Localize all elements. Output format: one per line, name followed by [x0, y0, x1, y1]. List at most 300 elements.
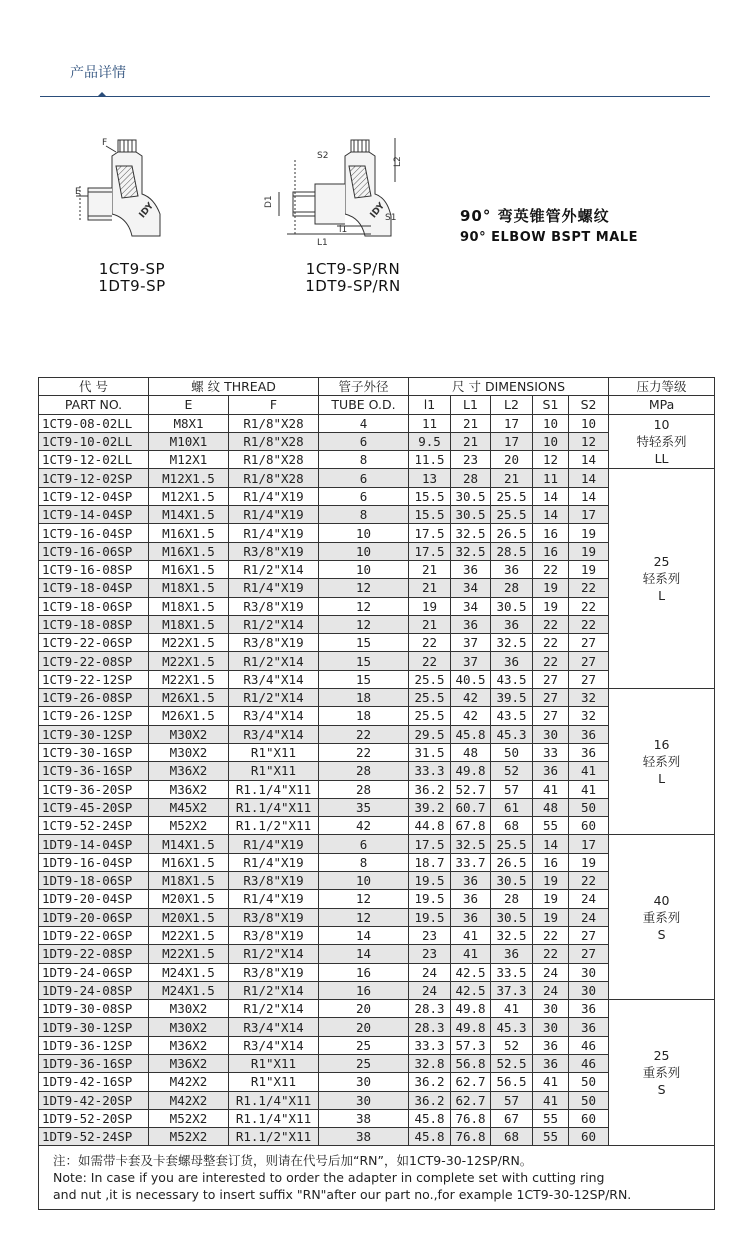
thread-f: R1"X11: [229, 762, 319, 780]
table-row: [39, 689, 715, 707]
thread-e: M30X2: [149, 1018, 229, 1036]
thread-e: M36X2: [149, 1036, 229, 1054]
header-tube: 管子外径: [319, 378, 409, 396]
dim-l1-large: 23: [451, 451, 491, 469]
dim-l2: 67: [491, 1109, 533, 1127]
part-no: 1CT9-45-20SP: [39, 798, 149, 816]
thread-e: M22X1.5: [149, 670, 229, 688]
dim-s2: 27: [569, 652, 609, 670]
thread-e: M16X1.5: [149, 560, 229, 578]
pressure-class-line: 特轻系列: [636, 434, 687, 450]
tube-od: 25: [319, 1036, 409, 1054]
dim-l2: 43.5: [491, 707, 533, 725]
table-body: [39, 414, 715, 1146]
dim-l1-small: 25.5: [409, 707, 451, 725]
tube-od: 20: [319, 1000, 409, 1018]
thread-e: M22X1.5: [149, 652, 229, 670]
part-no: 1DT9-20-06SP: [39, 908, 149, 926]
part-no: 1DT9-22-08SP: [39, 945, 149, 963]
tube-od: 16: [319, 981, 409, 999]
part-no: 1DT9-42-20SP: [39, 1091, 149, 1109]
tube-od: 14: [319, 945, 409, 963]
dim-l2: 28: [491, 579, 533, 597]
dim-s2: 19: [569, 853, 609, 871]
tube-od: 42: [319, 817, 409, 835]
dim-s1: 22: [533, 652, 569, 670]
dim-s1: 55: [533, 1109, 569, 1127]
dim-l1-small: 45.8: [409, 1109, 451, 1127]
dim-s1-label: S1: [385, 213, 397, 223]
thread-e: M24X1.5: [149, 963, 229, 981]
dim-s2: 22: [569, 597, 609, 615]
part-no: 1DT9-18-06SP: [39, 872, 149, 890]
part-no: 1CT9-18-08SP: [39, 615, 149, 633]
dim-s2: 30: [569, 963, 609, 981]
dim-l2: 39.5: [491, 689, 533, 707]
pressure-class: [609, 689, 715, 835]
dim-l2: 21: [491, 469, 533, 487]
dim-l1-large: 42.5: [451, 981, 491, 999]
thread-f: R1/2"X14: [229, 1000, 319, 1018]
dim-l2: 37.3: [491, 981, 533, 999]
thread-f: R3/8"X19: [229, 908, 319, 926]
dim-l1-large: 32.5: [451, 835, 491, 853]
dim-s2: 50: [569, 1073, 609, 1091]
thread-f: R1/2"X14: [229, 689, 319, 707]
thread-e: M12X1: [149, 451, 229, 469]
dim-l1-small: 11: [409, 414, 451, 432]
dim-s1: 16: [533, 542, 569, 560]
dim-l2: 17: [491, 432, 533, 450]
thread-f: R1"X11: [229, 1073, 319, 1091]
thread-f: R3/4"X14: [229, 1018, 319, 1036]
dim-s2: 60: [569, 817, 609, 835]
thread-f: R1/4"X19: [229, 487, 319, 505]
part-no: 1DT9-30-08SP: [39, 1000, 149, 1018]
dim-l1-small: 24: [409, 963, 451, 981]
dim-l1-large: 28: [451, 469, 491, 487]
table-note: [39, 1146, 715, 1210]
dim-l2-label: L2: [393, 156, 403, 167]
dim-l1-large: 34: [451, 597, 491, 615]
thread-e: M30X2: [149, 725, 229, 743]
tube-od: 18: [319, 689, 409, 707]
thread-e: M16X1.5: [149, 542, 229, 560]
thread-e: M20X1.5: [149, 908, 229, 926]
dim-s1: 36: [533, 1054, 569, 1072]
dim-s2: 30: [569, 981, 609, 999]
dim-s2-label: S2: [317, 151, 329, 161]
thread-e: M45X2: [149, 798, 229, 816]
dim-s2: 50: [569, 1091, 609, 1109]
dim-s1: 11: [533, 469, 569, 487]
pressure-class-line: 16: [653, 737, 670, 753]
thread-f: R1/4"X19: [229, 853, 319, 871]
dim-l1-large: 49.8: [451, 762, 491, 780]
dim-l1-small: 19.5: [409, 872, 451, 890]
dim-l1-small: 25.5: [409, 689, 451, 707]
part-no: 1CT9-30-12SP: [39, 725, 149, 743]
dim-l1-small: 39.2: [409, 798, 451, 816]
dim-s1: 41: [533, 780, 569, 798]
dim-s1: 36: [533, 1036, 569, 1054]
dim-l1-small: 32.8: [409, 1054, 451, 1072]
dim-l1-small-label: l1: [339, 225, 348, 235]
thread-e: M26X1.5: [149, 707, 229, 725]
part-no: 1DT9-36-16SP: [39, 1054, 149, 1072]
dim-l1-large: 30.5: [451, 506, 491, 524]
dim-l1-large: 76.8: [451, 1109, 491, 1127]
pressure-class-line: 10: [653, 417, 670, 433]
dim-s2: 60: [569, 1128, 609, 1146]
dim-l1-small: 28.3: [409, 1018, 451, 1036]
pressure-class: [609, 835, 715, 1000]
brand-mark-2: IDY: [368, 201, 387, 221]
dim-l1-small: 19: [409, 597, 451, 615]
thread-f: R1/8"X28: [229, 451, 319, 469]
thread-f: R1/4"X19: [229, 506, 319, 524]
thread-e: M24X1.5: [149, 981, 229, 999]
dim-s2: 36: [569, 1018, 609, 1036]
thread-f: R3/4"X14: [229, 670, 319, 688]
header-l1-small: l1: [409, 396, 451, 414]
dim-s1: 19: [533, 872, 569, 890]
dim-s1: 10: [533, 432, 569, 450]
dim-s1: 48: [533, 798, 569, 816]
table-row: [39, 469, 715, 487]
dim-s1: 27: [533, 707, 569, 725]
dim-l2: 45.3: [491, 725, 533, 743]
thread-f: R1/2"X14: [229, 945, 319, 963]
dim-l1-large: 42.5: [451, 963, 491, 981]
dim-s1: 16: [533, 853, 569, 871]
thread-e: M26X1.5: [149, 689, 229, 707]
thread-f: R1/4"X19: [229, 579, 319, 597]
thread-f: R1/2"X14: [229, 981, 319, 999]
part-no: 1DT9-16-04SP: [39, 853, 149, 871]
dim-s2: 27: [569, 926, 609, 944]
tube-od: 38: [319, 1128, 409, 1146]
dim-s1: 41: [533, 1091, 569, 1109]
dim-l1-large: 36: [451, 872, 491, 890]
dim-s1: 22: [533, 926, 569, 944]
dim-s1: 24: [533, 963, 569, 981]
dim-s2: 22: [569, 579, 609, 597]
dim-l1-small: 17.5: [409, 524, 451, 542]
dim-l1-small: 44.8: [409, 817, 451, 835]
brand-mark: IDY: [137, 201, 156, 221]
dim-s2: 14: [569, 469, 609, 487]
dim-l1-large: 34: [451, 579, 491, 597]
dim-s1: 22: [533, 945, 569, 963]
dim-l2: 52: [491, 762, 533, 780]
thread-f: R3/4"X14: [229, 1036, 319, 1054]
tube-od: 15: [319, 670, 409, 688]
tube-od: 10: [319, 872, 409, 890]
dim-l1-large-label: L1: [317, 238, 328, 248]
thread-e: M8X1: [149, 414, 229, 432]
tube-od: 28: [319, 762, 409, 780]
pressure-class-line: S: [657, 1082, 666, 1098]
dim-l1-large: 36: [451, 908, 491, 926]
dim-l2: 30.5: [491, 872, 533, 890]
dim-l2: 25.5: [491, 506, 533, 524]
dim-s1: 22: [533, 560, 569, 578]
thread-f: R1.1/4"X11: [229, 1109, 319, 1127]
dim-s2: 19: [569, 524, 609, 542]
elbow-fitting-rn-drawing: [255, 136, 405, 248]
dim-l1-small: 45.8: [409, 1128, 451, 1146]
part-no: 1CT9-36-20SP: [39, 780, 149, 798]
thread-f: R1/8"X28: [229, 414, 319, 432]
pressure-class-line: 25: [653, 1048, 670, 1064]
pressure-class-line: 25: [653, 554, 670, 570]
elbow-fitting-drawing: [72, 136, 182, 254]
dim-s2: 27: [569, 945, 609, 963]
dim-l1-large: 49.8: [451, 1018, 491, 1036]
dim-l1-small: 21: [409, 560, 451, 578]
dim-l2: 25.5: [491, 835, 533, 853]
dim-l1-large: 40.5: [451, 670, 491, 688]
tube-od: 22: [319, 743, 409, 761]
tube-od: 6: [319, 432, 409, 450]
thread-f: R1/2"X14: [229, 615, 319, 633]
dim-l1-small: 17.5: [409, 542, 451, 560]
pressure-class-line: 重系列: [642, 1065, 681, 1081]
dim-l1-large: 57.3: [451, 1036, 491, 1054]
dim-s2: 19: [569, 542, 609, 560]
dim-l2: 52: [491, 1036, 533, 1054]
dim-l2: 36: [491, 652, 533, 670]
dim-l2: 32.5: [491, 926, 533, 944]
part-no: 1CT9-16-06SP: [39, 542, 149, 560]
header-e: E: [149, 396, 229, 414]
tube-od: 18: [319, 707, 409, 725]
pressure-class-line: LL: [654, 451, 669, 467]
dim-l2: 45.3: [491, 1018, 533, 1036]
dim-l2: 17: [491, 414, 533, 432]
dim-s1: 19: [533, 908, 569, 926]
tube-od: 6: [319, 469, 409, 487]
dim-s1: 14: [533, 835, 569, 853]
dim-l2: 41: [491, 1000, 533, 1018]
thread-e: M14X1.5: [149, 506, 229, 524]
dim-s1: 30: [533, 725, 569, 743]
dim-l1-small: 15.5: [409, 506, 451, 524]
dim-s1: 22: [533, 615, 569, 633]
tube-od: 16: [319, 963, 409, 981]
dim-l1-small: 33.3: [409, 1036, 451, 1054]
thread-f: R1.1/4"X11: [229, 780, 319, 798]
dim-l2: 25.5: [491, 487, 533, 505]
tube-od: 38: [319, 1109, 409, 1127]
thread-e: M30X2: [149, 1000, 229, 1018]
thread-e: M12X1.5: [149, 487, 229, 505]
part-no: 1DT9-30-12SP: [39, 1018, 149, 1036]
dim-s2: 17: [569, 506, 609, 524]
product-title-en: 90° ELBOW BSPT MALE: [460, 230, 638, 245]
part-no: 1DT9-24-06SP: [39, 963, 149, 981]
dim-s1: 24: [533, 981, 569, 999]
dim-l2: 52.5: [491, 1054, 533, 1072]
dim-l1-large: 76.8: [451, 1128, 491, 1146]
dim-l1-small: 11.5: [409, 451, 451, 469]
dim-s2: 27: [569, 670, 609, 688]
dim-l1-small: 22: [409, 652, 451, 670]
header-thread: 螺 纹 THREAD: [149, 378, 319, 396]
dim-l1-large: 49.8: [451, 1000, 491, 1018]
dim-s2: 36: [569, 725, 609, 743]
dim-l2: 68: [491, 1128, 533, 1146]
drawing-1-label-line1: 1CT9-SP: [98, 260, 166, 278]
part-no: 1DT9-24-08SP: [39, 981, 149, 999]
dim-s2: 22: [569, 615, 609, 633]
dim-l1-small: 36.2: [409, 1073, 451, 1091]
dim-l1-large: 42: [451, 707, 491, 725]
dim-s2: 46: [569, 1054, 609, 1072]
tube-od: 8: [319, 451, 409, 469]
tube-od: 10: [319, 524, 409, 542]
dim-l2: 26.5: [491, 524, 533, 542]
thread-e: M18X1.5: [149, 579, 229, 597]
dim-l1-large: 37: [451, 634, 491, 652]
dim-l1-large: 62.7: [451, 1073, 491, 1091]
part-no: 1DT9-14-04SP: [39, 835, 149, 853]
dim-l2: 50: [491, 743, 533, 761]
dim-s2: 36: [569, 1000, 609, 1018]
tube-od: 4: [319, 414, 409, 432]
dim-l1-large: 36: [451, 560, 491, 578]
pressure-class-line: 重系列: [642, 909, 681, 925]
thread-f: R1.1/4"X11: [229, 798, 319, 816]
header-dimensions: 尺 寸 DIMENSIONS: [409, 378, 609, 396]
dim-l1-large: 33.7: [451, 853, 491, 871]
part-no: 1CT9-10-02LL: [39, 432, 149, 450]
thread-e: M16X1.5: [149, 524, 229, 542]
header-pressure: 压力等级: [609, 378, 715, 396]
dim-l2: 30.5: [491, 597, 533, 615]
dim-l1-large: 52.7: [451, 780, 491, 798]
pressure-class-line: 轻系列: [642, 571, 681, 587]
part-no: 1CT9-16-04SP: [39, 524, 149, 542]
thread-e: M36X2: [149, 762, 229, 780]
thread-e: M22X1.5: [149, 945, 229, 963]
dim-s1: 27: [533, 670, 569, 688]
part-no: 1CT9-22-06SP: [39, 634, 149, 652]
dim-l1-small: 23: [409, 945, 451, 963]
dim-l1-small: 36.2: [409, 1091, 451, 1109]
part-no: 1CT9-16-08SP: [39, 560, 149, 578]
dim-l1-small: 31.5: [409, 743, 451, 761]
dim-s2: 24: [569, 890, 609, 908]
dim-l2: 36: [491, 945, 533, 963]
table-header-row-2: [39, 396, 715, 414]
dim-l1-large: 21: [451, 432, 491, 450]
dim-l2: 30.5: [491, 908, 533, 926]
header-part-no: PART NO.: [39, 396, 149, 414]
dim-s2: 14: [569, 451, 609, 469]
thread-e: M12X1.5: [149, 469, 229, 487]
part-no: 1CT9-12-02SP: [39, 469, 149, 487]
dim-l1-small: 18.7: [409, 853, 451, 871]
thread-e: M18X1.5: [149, 872, 229, 890]
thread-e: M52X2: [149, 1109, 229, 1127]
thread-f: R3/4"X14: [229, 725, 319, 743]
dim-s2: 10: [569, 414, 609, 432]
dim-l1-large: 62.7: [451, 1091, 491, 1109]
header-l2: L2: [491, 396, 533, 414]
dim-s1: 16: [533, 524, 569, 542]
tube-od: 10: [319, 560, 409, 578]
tube-od: 6: [319, 835, 409, 853]
tube-od: 25: [319, 1054, 409, 1072]
dim-s2: 32: [569, 707, 609, 725]
dim-l2: 68: [491, 817, 533, 835]
thread-f: R1.1/2"X11: [229, 1128, 319, 1146]
note-line-cn: 注：如需带卡套及卡套螺母整套订货，则请在代号后加“RN”，如1CT9-30-12SP/RN。: [53, 1153, 533, 1169]
thread-f: R1.1/2"X11: [229, 817, 319, 835]
tube-od: 10: [319, 542, 409, 560]
pressure-class-line: 40: [653, 892, 670, 908]
dim-s1: 30: [533, 1018, 569, 1036]
dim-l1-small: 22: [409, 634, 451, 652]
tube-od: 15: [319, 652, 409, 670]
thread-e: M10X1: [149, 432, 229, 450]
part-no: 1CT9-12-02LL: [39, 451, 149, 469]
dim-l1-large: 32.5: [451, 542, 491, 560]
dim-s1: 12: [533, 451, 569, 469]
thread-e: M22X1.5: [149, 634, 229, 652]
dim-l2: 26.5: [491, 853, 533, 871]
thread-f: R3/8"X19: [229, 542, 319, 560]
dim-l1-small: 19.5: [409, 908, 451, 926]
part-no: 1CT9-26-08SP: [39, 689, 149, 707]
thread-f: R1"X11: [229, 743, 319, 761]
section-tab-product-details[interactable]: 产品详情: [70, 65, 126, 81]
product-title-cn: 90° 弯英锥管外螺纹: [460, 207, 610, 225]
dim-l2: 61: [491, 798, 533, 816]
dim-s2: 12: [569, 432, 609, 450]
part-no: 1DT9-36-12SP: [39, 1036, 149, 1054]
thread-f: R3/8"X19: [229, 597, 319, 615]
pressure-class-line: L: [658, 588, 666, 604]
dim-l1-large: 45.8: [451, 725, 491, 743]
dim-l1-large: 36: [451, 615, 491, 633]
table-note-row: [39, 1146, 715, 1210]
dim-l1-large: 30.5: [451, 487, 491, 505]
part-no: 1DT9-22-06SP: [39, 926, 149, 944]
drawing-2-label-line2: 1DT9-SP/RN: [305, 277, 401, 295]
dim-l1-small: 15.5: [409, 487, 451, 505]
part-no: 1DT9-42-16SP: [39, 1073, 149, 1091]
dim-s1: 14: [533, 506, 569, 524]
dim-l1-small: 28.3: [409, 1000, 451, 1018]
thread-f: R3/8"X19: [229, 926, 319, 944]
thread-e: M42X2: [149, 1091, 229, 1109]
header-mpa: MPa: [609, 396, 715, 414]
dim-l1-small: 21: [409, 615, 451, 633]
tube-od: 30: [319, 1073, 409, 1091]
header-l1-large: L1: [451, 396, 491, 414]
dim-d1-label: D1: [264, 195, 274, 208]
dim-s2: 24: [569, 908, 609, 926]
thread-f: R1.1/4"X11: [229, 1091, 319, 1109]
dim-l2: 28.5: [491, 542, 533, 560]
thread-f: R1/8"X28: [229, 432, 319, 450]
dim-s1: 27: [533, 689, 569, 707]
dim-l2: 32.5: [491, 634, 533, 652]
pressure-class: [609, 414, 715, 469]
